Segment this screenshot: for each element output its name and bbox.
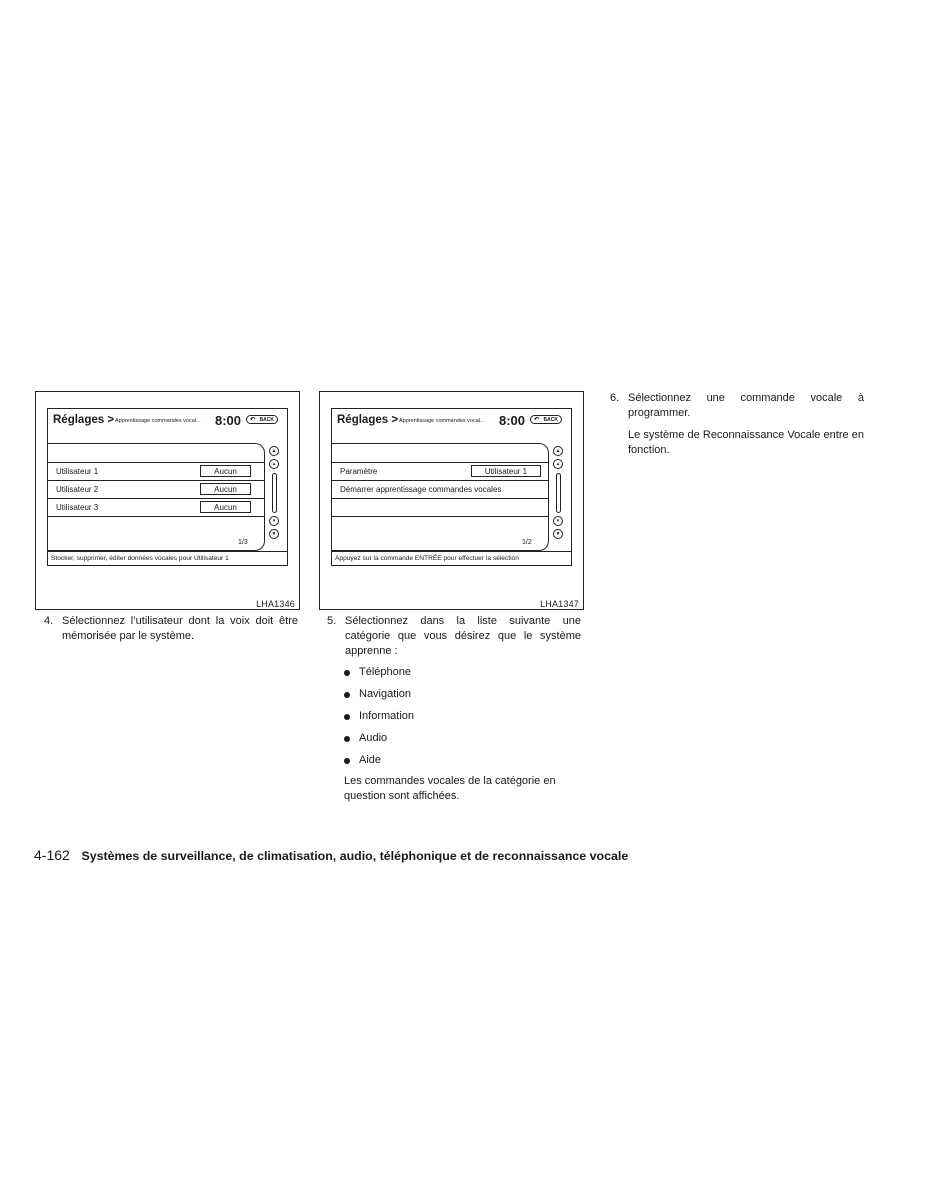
list-row-utilisateur-3[interactable] [48,498,264,517]
list-row-empty [48,516,264,535]
settings-screen-2 [331,408,572,566]
row-value: Aucun [200,501,251,513]
figure-lha1347 [319,391,584,610]
back-label: BACK [543,417,558,423]
scrollbar[interactable] [556,473,561,513]
scroll-down-icon[interactable]: ▾ [269,516,279,526]
screen-title: Réglages > [337,414,399,426]
scroll-bottom-icon[interactable]: ▼ [553,529,563,539]
bullet-icon [344,670,350,676]
step-5-result: Les commandes vocales de la catégorie en question sont affichées. [344,775,556,802]
list-row-utilisateur-1[interactable] [48,462,264,481]
clock: 8:00 [215,413,242,428]
step-text: Sélectionnez une commande vocale à programmer. [628,392,864,419]
page-number: 4-162 [34,847,70,863]
bullet-text: Navigation [359,688,411,700]
scroll-up-icon[interactable]: ▴ [269,459,279,469]
back-arrow-icon: ↶ [534,417,540,423]
back-arrow-icon: ↶ [250,417,256,423]
status-bar: Appuyez sur la commande ENTRÉE pour effectuer la sélection [332,551,571,565]
option-list [332,443,549,551]
scroll-top-icon[interactable]: ▲ [269,446,279,456]
breadcrumb: Apprentissage commandes vocal... [115,418,201,424]
step-4 [44,614,298,644]
bullet-icon [344,692,350,698]
status-bar: Stocker, supprimer, éditer données vocales pour Utilisateur 1 [48,551,287,565]
step-number: 4. [44,615,54,627]
scroll-up-icon[interactable]: ▴ [553,459,563,469]
step-number: 5. [327,615,337,627]
step-number: 6. [610,392,620,404]
row-label: Utilisateur 2 [56,485,99,494]
bullet-text: Information [359,710,415,722]
figure-id: LHA1347 [540,599,579,609]
screen-header [332,409,571,435]
step-text: Sélectionnez dans la liste suivante une catégorie que vous désirez que le système apprenne : [345,615,581,657]
bullet-text: Audio [359,732,388,744]
settings-screen-1 [47,408,288,566]
bullet-icon [344,736,350,742]
list-row-empty [48,444,264,462]
step-text: Sélectionnez l’utilisateur dont la voix doit être mémorisée par le système. [62,615,298,642]
back-label: BACK [259,417,274,423]
page-indicator: 1/3 [238,539,248,546]
row-value: Aucun [200,483,251,495]
scrollbar[interactable] [272,473,277,513]
row-value: Utilisateur 1 [471,465,541,477]
bullet-icon [344,758,350,764]
screen-header [48,409,287,435]
row-label: Utilisateur 3 [56,503,99,512]
section-title: Systèmes de surveillance, de climatisation, audio, téléphonique et de reconnaissance vocale [81,849,629,863]
scroll-top-icon[interactable]: ▲ [553,446,563,456]
list-row-empty [332,498,548,517]
user-list [48,443,265,551]
figure-id: LHA1346 [256,599,295,609]
row-label: Démarrer apprentissage commandes vocales [340,485,502,494]
row-value: Aucun [200,465,251,477]
step-5 [327,614,581,659]
page-footer [34,847,628,863]
breadcrumb: Apprentissage commandes vocal... [399,418,485,424]
clock: 8:00 [499,413,526,428]
back-button[interactable] [530,415,562,424]
list-row-utilisateur-2[interactable] [48,480,264,499]
list-row-empty [332,444,548,462]
bullet-icon [344,714,350,720]
list-row-parametre[interactable] [332,462,548,481]
row-label: Utilisateur 1 [56,467,99,476]
step-6 [610,391,864,421]
step-6-note: Le système de Reconnaissance Vocale entre en fonction. [628,429,864,456]
bullet-text: Aide [359,754,382,766]
back-button[interactable] [246,415,278,424]
page-indicator: 1/2 [522,539,532,546]
scroll-bottom-icon[interactable]: ▼ [269,529,279,539]
list-row-empty [332,516,548,535]
scroll-down-icon[interactable]: ▾ [553,516,563,526]
row-label: Paramètre [340,467,378,476]
bullet-text: Téléphone [359,666,411,678]
screen-title: Réglages > [53,414,115,426]
list-row-demarrer-apprentissage[interactable] [332,480,548,499]
figure-lha1346 [35,391,300,610]
